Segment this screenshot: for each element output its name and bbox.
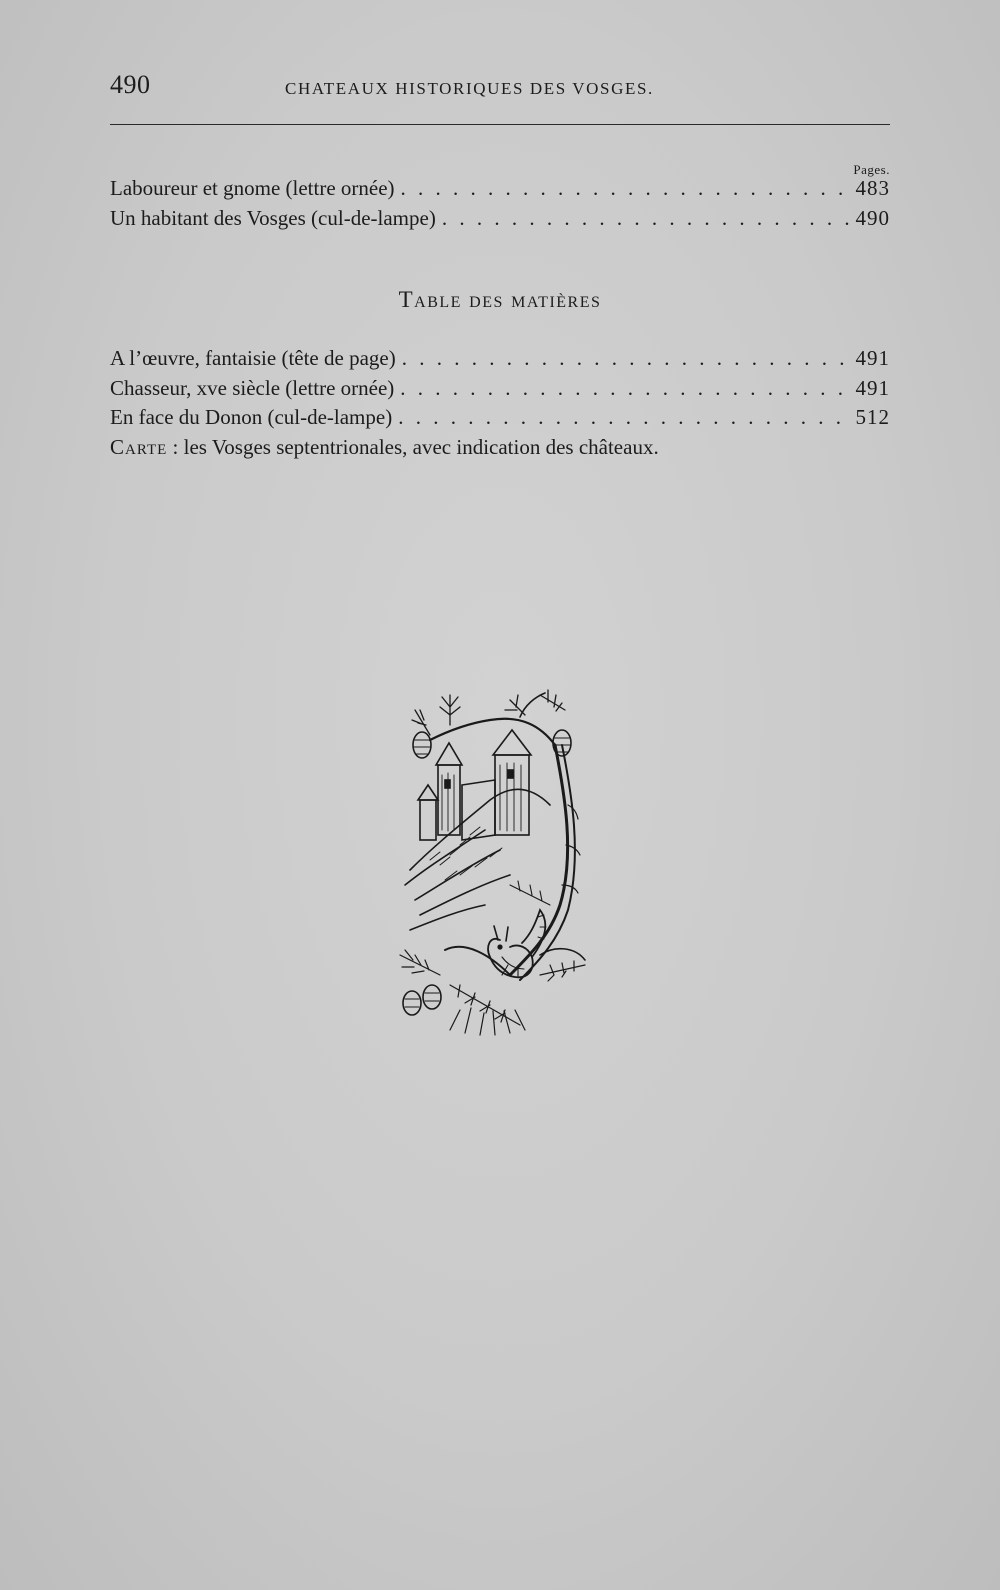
list-item (110, 176, 890, 206)
leader-dots (436, 206, 850, 231)
carte-label: Carte (110, 435, 168, 459)
entry-page: 491 (855, 375, 890, 400)
entry-page: 483 (855, 176, 890, 200)
entry-title: Un habitant des Vosges (cul-de-lampe) (110, 205, 436, 230)
carte-entry (110, 435, 659, 460)
castle-squirrel-engraving-icon (390, 685, 590, 1055)
leader-dots (395, 176, 850, 201)
entry-page: 490 (855, 205, 890, 230)
entry-title: Laboureur et gnome (lettre ornée) (110, 176, 395, 200)
leader-dots (392, 405, 849, 430)
leader-dots (396, 346, 850, 371)
list-item (110, 376, 890, 406)
table-des-matieres-list (110, 346, 890, 435)
section-title (110, 287, 890, 313)
entry-title: Chasseur, xve siècle (lettre ornée) (110, 375, 395, 400)
carte-text: : les Vosges septentrionales, avec indication des châteaux. (167, 435, 659, 459)
list-item (110, 346, 890, 376)
section-title-text: Table des matières (398, 287, 602, 312)
leader-dots (394, 376, 849, 401)
page-header (110, 70, 890, 110)
entry-page: 491 (855, 346, 890, 370)
pages-column-label: Pages. (853, 162, 890, 177)
running-head: CHATEAUX HISTORIQUES DES VOSGES. (285, 79, 654, 98)
page-number: 490 (110, 70, 151, 99)
illustration-list-continued (110, 176, 890, 235)
list-item (110, 206, 890, 236)
entry-title: A l’œuvre, fantaisie (tête de page) (110, 346, 396, 370)
entry-page: 512 (855, 405, 890, 429)
list-item (110, 405, 890, 435)
entry-title: En face du Donon (cul-de-lampe) (110, 405, 393, 429)
header-rule (110, 124, 890, 125)
